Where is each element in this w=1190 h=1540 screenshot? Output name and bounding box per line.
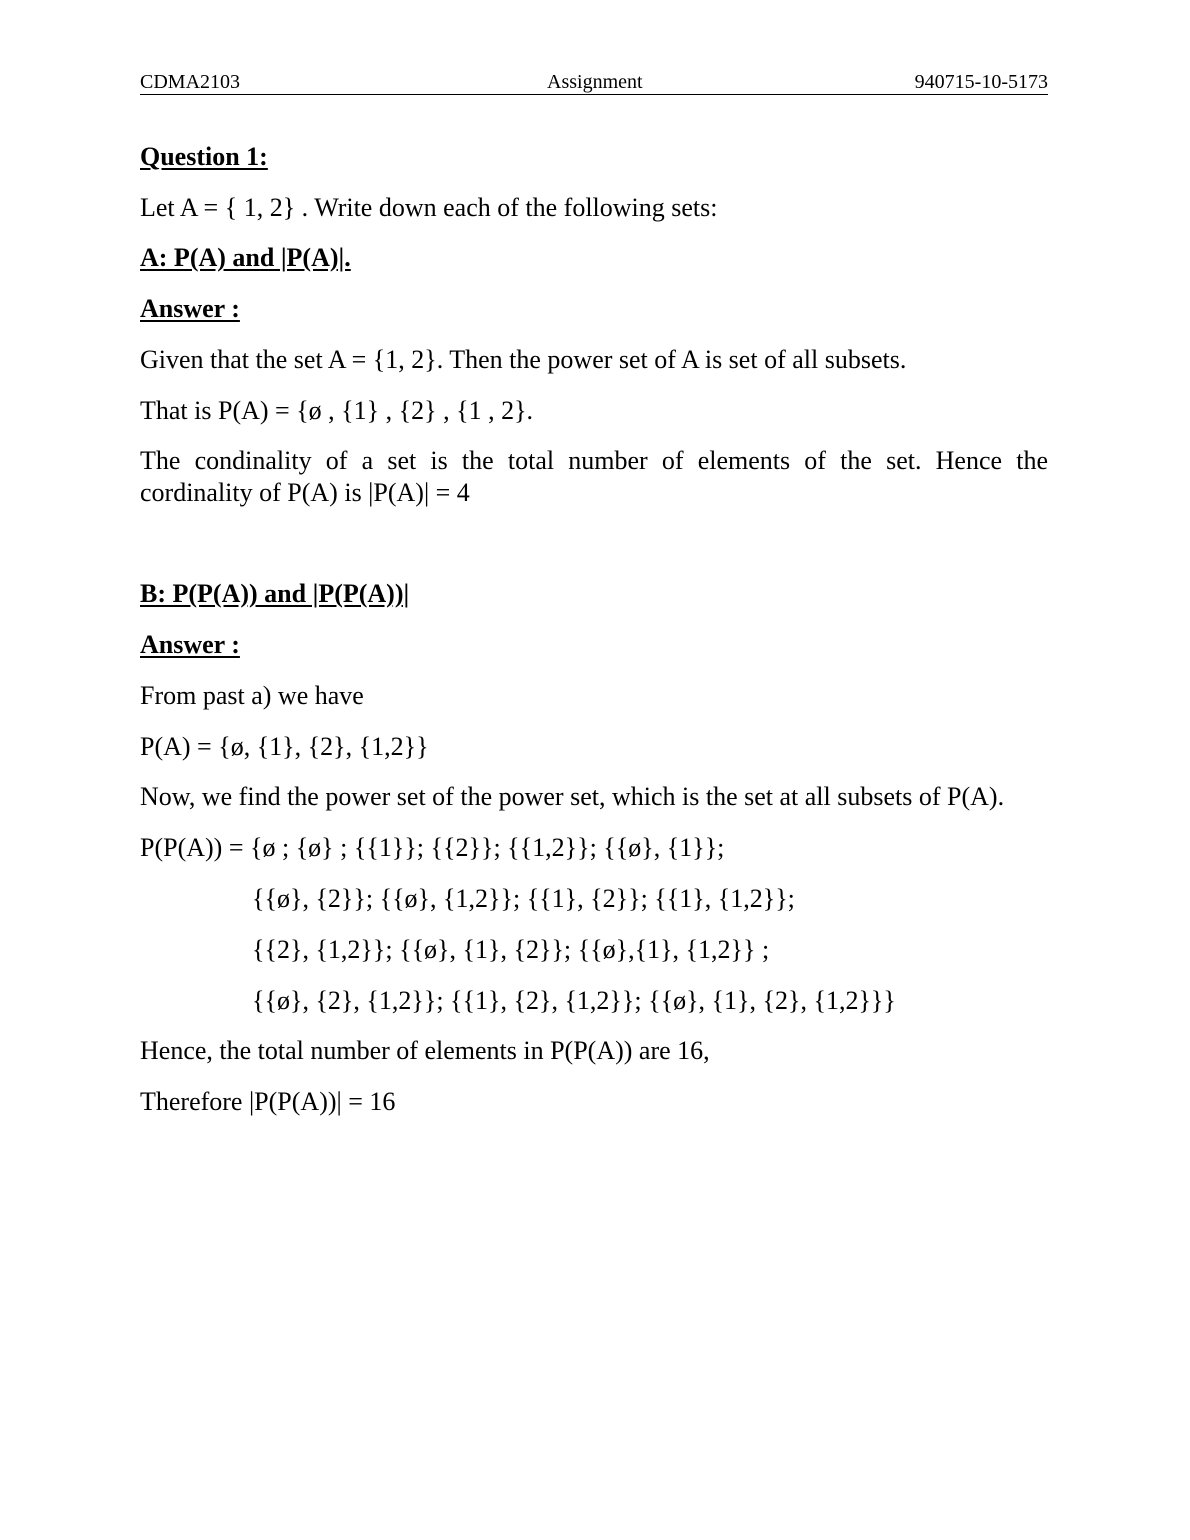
part-b-line-1: From past a) we have [140,681,364,710]
question-heading: Question 1: [140,142,268,171]
part-b-line-3: Now, we find the power set of the power set, which is the set at all subsets of P(A). [140,782,1005,811]
header-title: Assignment [547,71,643,93]
part-b-conclusion-2: Therefore |P(P(A))| = 16 [140,1087,396,1116]
part-b-conclusion-1: Hence, the total number of elements in P(P(A)) are 16, [140,1036,710,1065]
part-b-heading: B: P(P(A)) and |P(P(A))| [140,579,410,608]
powerset-line-4: {{ø}, {2}, {1,2}}; {{1}, {2}, {1,2}}; {{ø}, {1}, {2}, {1,2}}} [252,986,896,1015]
powerset-line-1: P(P(A)) = {ø ; {ø} ; {{1}}; {{2}}; {{1,2}}; {{ø}, {1}}; [140,833,725,862]
part-a-heading: A: P(A) and |P(A)|. [140,243,351,272]
part-b-answer-label: Answer : [140,630,240,659]
page-header [140,70,1048,95]
header-course-code: CDMA2103 [140,71,241,93]
question-prompt: Let A = { 1, 2} . Write down each of the following sets: [140,193,718,222]
part-b-line-2: P(A) = {ø, {1}, {2}, {1,2}} [140,732,429,761]
part-a-line-2: That is P(A) = {ø , {1} , {2} , {1 , 2}. [140,396,534,425]
part-a-paragraph: The condinality of a set is the total number of elements of the set. Hence the cordinality of P(A) is |P(A)| = 4 [140,446,1048,507]
powerset-line-3: {{2}, {1,2}}; {{ø}, {1}, {2}}; {{ø},{1}, {1,2}} ; [252,935,770,964]
part-a-line-1: Given that the set A = {1, 2}. Then the power set of A is set of all subsets. [140,345,907,374]
part-a-answer-label: Answer : [140,294,240,323]
powerset-line-2: {{ø}, {2}}; {{ø}, {1,2}}; {{1}, {2}}; {{1}, {1,2}}; [252,884,795,913]
header-student-id: 940715-10-5173 [914,71,1048,93]
